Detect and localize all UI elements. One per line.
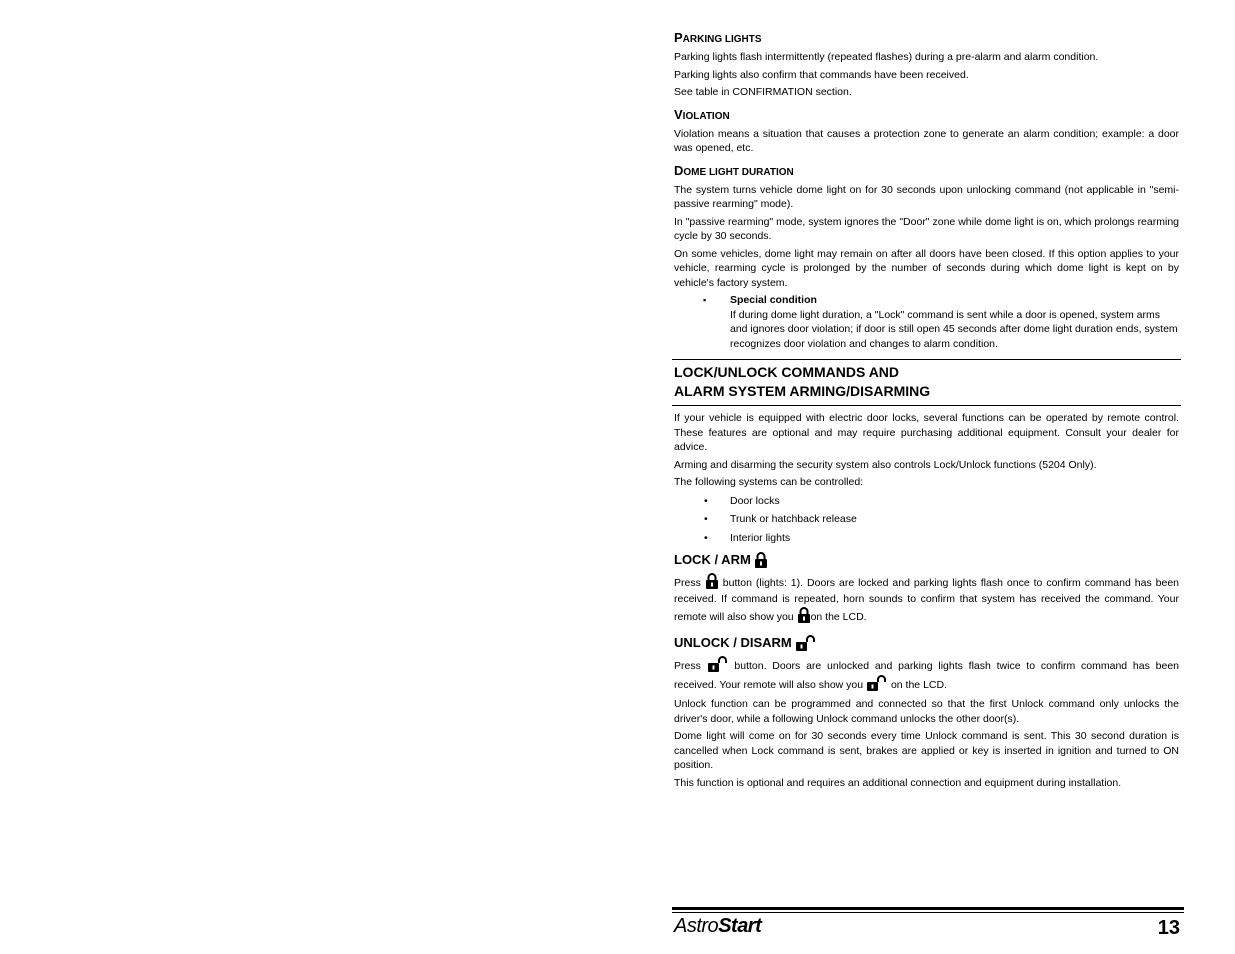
- lock-closed-icon: [797, 607, 811, 623]
- list-item: [674, 512, 1179, 527]
- unlock-text-4: This function is optional and requires an additional connection and equipment during installation.: [674, 776, 1122, 789]
- dome-text-2: In "passive rearming" mode, system ignores the "Door" zone while dome light is on, which prolongs rearming cycle by 30 seconds.: [674, 215, 1179, 242]
- dome-text-1: The system turns vehicle dome light on for 30 seconds upon unlocking command (not applicable in "semi-passive rearming" mode).: [674, 183, 1179, 210]
- lock-open-icon: [707, 656, 729, 672]
- lock-closed-icon: [705, 573, 719, 589]
- lock-arm-heading-text: LOCK / ARM: [674, 552, 751, 567]
- unlock-text-2: Unlock function can be programmed and connected so that the first Unlock command only unlocks the driver's door, while a following Unlock command unlocks the other door(s).: [674, 698, 1179, 725]
- lock-arm-text: [674, 573, 1179, 625]
- heading-initial: P: [674, 30, 683, 45]
- parking-text-3: See table in CONFIRMATION section.: [674, 86, 852, 98]
- dome-text-3: On some vehicles, dome light may remain on after all doors have been closed. If this option applies to your vehicle, rearming cycle is prolonged by the number of seconds during which dome light is kept on by vehicle's factory system.: [674, 247, 1179, 289]
- lock-open-icon: [866, 675, 888, 691]
- special-condition-text: If during dome light duration, a "Lock" command is sent while a door is opened, system arms and ignores door violation; if door is still open 45 seconds after dome light duration ends, system recognizes door violation and changes to alarm condition.: [730, 308, 1178, 350]
- text-fragment: on the LCD.: [810, 611, 867, 623]
- text-fragment: Press: [674, 660, 701, 672]
- lock-section-text-3: The following systems can be controlled:: [674, 476, 864, 488]
- section-title-line-2: ALARM SYSTEM ARMING/DISARMING: [674, 383, 931, 399]
- lock-open-icon: [795, 635, 817, 651]
- lock-arm-heading: [674, 551, 1179, 568]
- lock-section-text-1: If your vehicle is equipped with electric door locks, several functions can be operated by remote control. These features are optional and may require purchasing additional equipment. Consult your dealer for advice.: [674, 412, 1179, 453]
- lock-section-text-2: Arming and disarming the security system also controls Lock/Unlock functions (5204 Only).: [674, 458, 1097, 471]
- unlock-disarm-heading: [674, 634, 1179, 651]
- parking-text-2: Parking lights also confirm that commands have been received.: [674, 68, 969, 81]
- content-column: [674, 30, 1179, 793]
- footer-rule-thin: [672, 912, 1184, 913]
- dome-light-heading: [674, 163, 1179, 180]
- list-item: [674, 531, 1179, 546]
- list-item-label: Interior lights: [730, 531, 791, 544]
- violation-heading: [674, 107, 1179, 124]
- parking-text-1: Parking lights flash intermittently (repeated flashes) during a pre-alarm and alarm condition.: [674, 51, 1099, 63]
- heading-rest: OME LIGHT DURATION: [683, 166, 794, 178]
- unlock-text-3: Dome light will come on for 30 seconds every time Unlock command is sent. This 30 second duration is cancelled when Lock command is sent, brakes are applied or key is inserted in ignition and turned to ON position.: [674, 730, 1179, 771]
- bullet-icon: •: [704, 513, 708, 525]
- unlock-text-1: [674, 656, 1179, 694]
- parking-lights-heading: [674, 30, 1179, 47]
- heading-initial: D: [674, 162, 684, 178]
- text-fragment: on the LCD.: [890, 679, 947, 691]
- violation-text: Violation means a situation that causes a protection zone to generate an alarm condition; example: a door was opened, etc.: [674, 127, 1179, 154]
- heading-initial: V: [674, 106, 683, 122]
- square-bullet-icon: ▪: [703, 295, 707, 305]
- controlled-systems-list: [674, 494, 1179, 546]
- special-condition-block: [674, 293, 1179, 351]
- text-fragment: Press: [674, 577, 701, 589]
- heading-rest: IOLATION: [682, 110, 730, 122]
- list-item: [674, 494, 1179, 509]
- logo-part-a: Astro: [674, 915, 719, 937]
- lock-unlock-section-title: [672, 359, 1181, 406]
- page-number: 13: [1157, 917, 1180, 939]
- text-fragment: button (lights: 1). Doors are locked and parking lights flash once to confirm command has been received. If command is repeated, horn sounds to confirm that system has received the command. Your remote will also show you: [674, 577, 1180, 623]
- footer-rule-thick: [672, 907, 1184, 910]
- special-condition-title: Special condition: [730, 294, 817, 306]
- list-item-label: Door locks: [730, 494, 780, 507]
- text-fragment: button. Doors are unlocked and parking lights flash twice to confirm command has been received. Your remote will also show you: [674, 660, 1179, 691]
- astrostart-logo: [674, 914, 761, 938]
- logo-part-b: Start: [718, 915, 762, 937]
- bullet-icon: •: [704, 531, 708, 544]
- list-item-label: Trunk or hatchback release: [730, 513, 857, 525]
- section-title-line-1: LOCK/UNLOCK COMMANDS AND: [674, 364, 900, 380]
- bullet-icon: •: [704, 494, 708, 507]
- heading-rest: ARKING LIGHTS: [682, 34, 762, 45]
- lock-closed-icon: [754, 552, 768, 568]
- unlock-heading-text: UNLOCK / DISARM: [674, 635, 792, 650]
